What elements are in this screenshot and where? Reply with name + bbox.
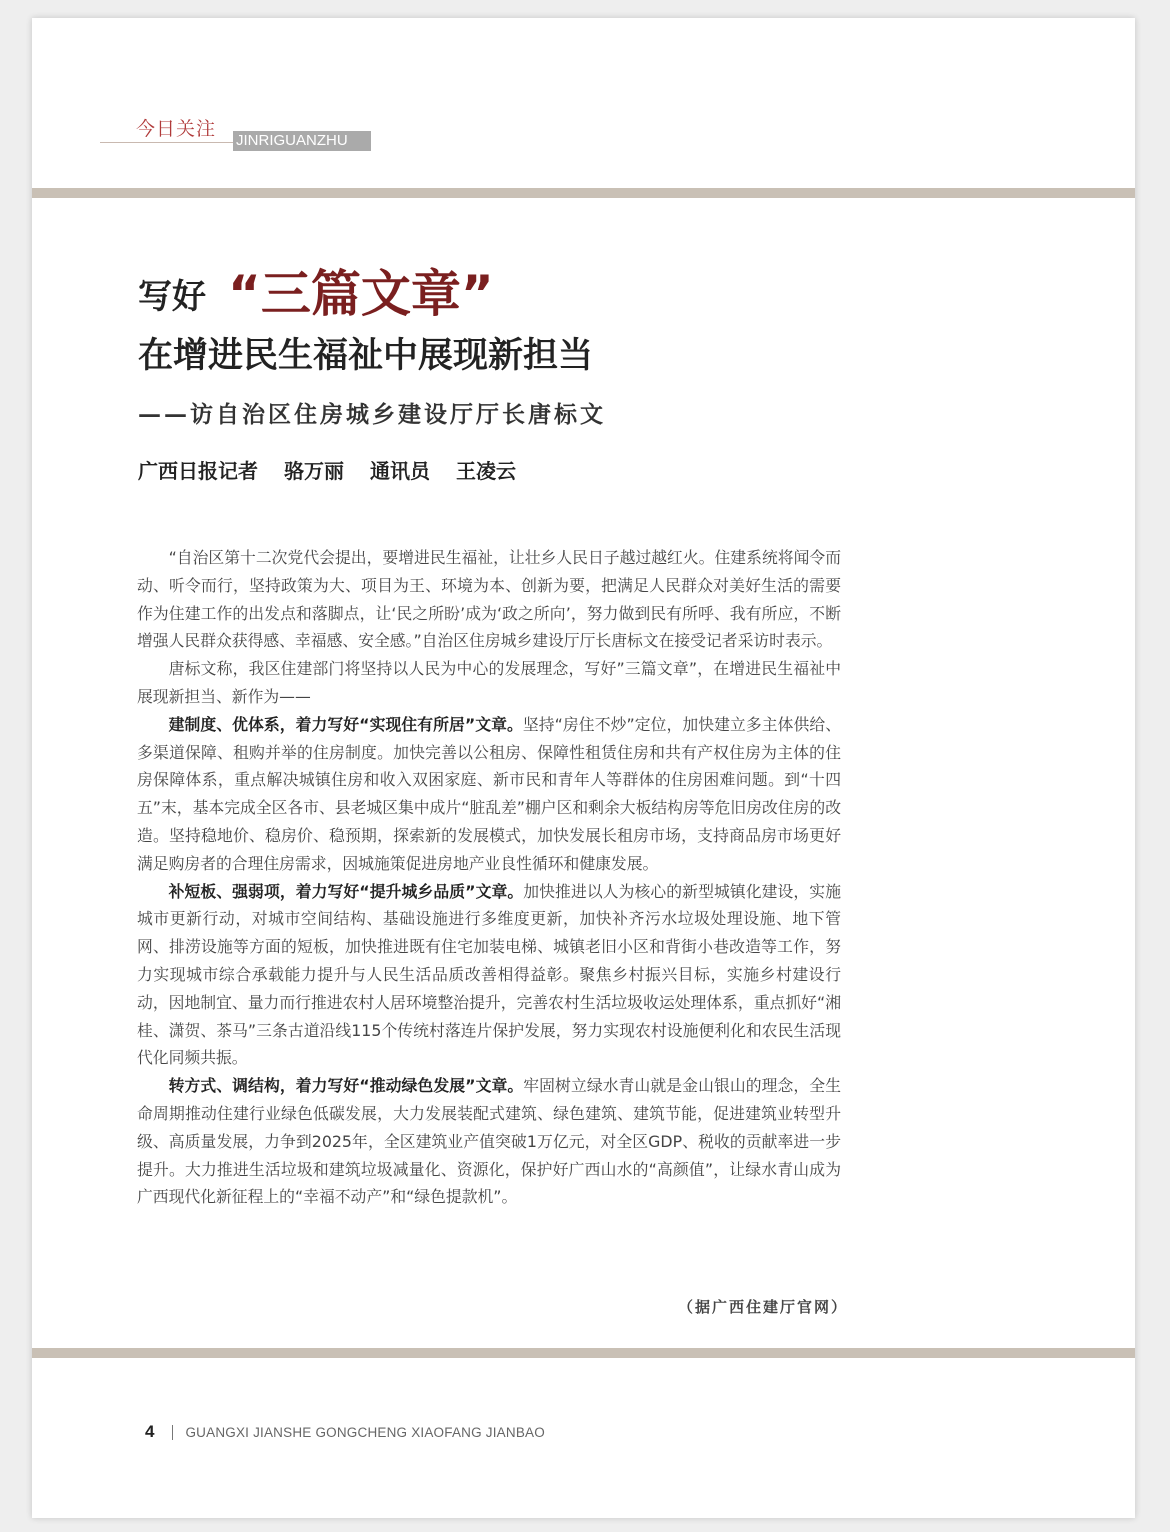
headline-keyword: “三篇文章” — [228, 265, 494, 323]
section-title: 今日关注 — [136, 118, 217, 140]
paragraph-5 — [137, 1072, 841, 1211]
paragraph-3 — [137, 711, 841, 878]
paragraph-5-lead: 转方式、调结构，着力写好“推动绿色发展”文章。 — [168, 1076, 524, 1096]
journal-name: GUANGXI JIANSHE GONGCHENG XIAOFANG JIANBAO — [185, 1424, 545, 1440]
section-title-pinyin: JINRIGUANZHU — [233, 131, 371, 151]
headline-line-1 — [138, 256, 494, 326]
byline — [138, 455, 542, 484]
page-footer — [145, 1422, 545, 1442]
page-number: 4 — [145, 1422, 155, 1441]
headline-line-2: 在增进民生福祉中展现新担当 — [138, 335, 594, 376]
paragraph-2: 唐标文称，我区住建部门将坚持以人民为中心的发展理念，写好”三篇文章”，在增进民生福祉中展现新担当、新作为—— — [137, 659, 841, 706]
byline-reporter-name: 骆万丽 — [284, 459, 344, 483]
paragraph-4 — [137, 878, 841, 1073]
paragraph-3-lead: 建制度、优体系，着力写好“实现住有所居”文章。 — [168, 714, 523, 734]
top-divider-band — [32, 188, 1135, 198]
byline-correspondent-name: 王凌云 — [456, 459, 516, 483]
byline-role-correspondent: 通讯员 — [370, 459, 430, 483]
article-source: （据广西住建厅官网） — [678, 1298, 849, 1316]
paragraph-3-text: 坚持“房住不炒”定位，加快建立多主体供给、多渠道保障、租购并举的住房制度。加快完善以公租房、保障性租赁住房和共有产权住房为主体的住房保障体系，重点解决城镇住房和收入双困家庭、新市民和青年人等群体的住房困难问题。到“十四五”末，基本完成全区各市、县老城区集中成片“脏乱差”棚户区和剩余大板结构房等危旧房改住房的改造。坚持稳地价、稳房价、稳预期，探索新的发展模式，加快发展长租房市场，支持商品房市场更好满足购房者的合理住房需求，因城施策促进房地产业良性循环和健康发展。 — [137, 714, 842, 873]
headline-subtitle: ——访自治区住房城乡建设厅厅长唐标文 — [138, 401, 606, 428]
paragraph-5-text: 牢固树立绿水青山就是金山银山的理念，全生命周期推动住建行业绿色低碳发展，大力发展装配式建筑、绿色建筑、建筑节能，促进建筑业转型升级、高质量发展，力争到2025年，全区建筑业产值突破1万亿元，对全区GDP、税收的贡献率进一步提升。大力推进生活垃圾和建筑垃圾减量化、资源化，保护好广西山水的“高颜值”，让绿水青山成为广西现代化新征程上的“幸福不动产”和“绿色提款机”。 — [137, 1076, 841, 1207]
section-underline — [100, 142, 235, 143]
byline-role-reporter: 广西日报记者 — [138, 459, 258, 483]
article-body — [137, 544, 841, 1211]
paragraph-1: “自治区第十二次党代会提出，要增进民生福祉，让壮乡人民日子越过越红火。住建系统将闻令而动、听令而行，坚持政策为大、项目为王、环境为本、创新为要，把满足人民群众对美好生活的需要作为住建工作的出发点和落脚点，让‘民之所盼’成为‘政之所向’，努力做到民有所呼、我有所应，不断增强人民群众获得感、幸福感、安全感。”自治区住房城乡建设厅厅长唐标文在接受记者采访时表示。 — [137, 548, 841, 651]
headline-prefix: 写好 — [138, 277, 206, 317]
footer-separator — [172, 1425, 173, 1440]
paragraph-4-lead: 补短板、强弱项，着力写好“提升城乡品质”文章。 — [168, 881, 524, 901]
paragraph-4-text: 加快推进以人为核心的新型城镇化建设，实施城市更新行动，对城市空间结构、基础设施进行多维度更新，加快补齐污水垃圾处理设施、地下管网、排涝设施等方面的短板，加快推进既有住宅加装电梯、城镇老旧小区和背街小巷改造等工作，努力实现城市综合承载能力提升与人民生活品质改善相得益彰。聚焦乡村振兴目标，实施乡村建设行动，因地制宜、量力而行推进农村人居环境整治提升，完善农村生活垃圾收运处理体系，重点抓好“湘桂、潇贺、茶马”三条古道沿线115个传统村落连片保护发展，努力实现农村设施便利化和农民生活现代化同频共振。 — [137, 881, 841, 1068]
bottom-divider-band — [32, 1348, 1135, 1358]
magazine-page — [32, 18, 1135, 1518]
